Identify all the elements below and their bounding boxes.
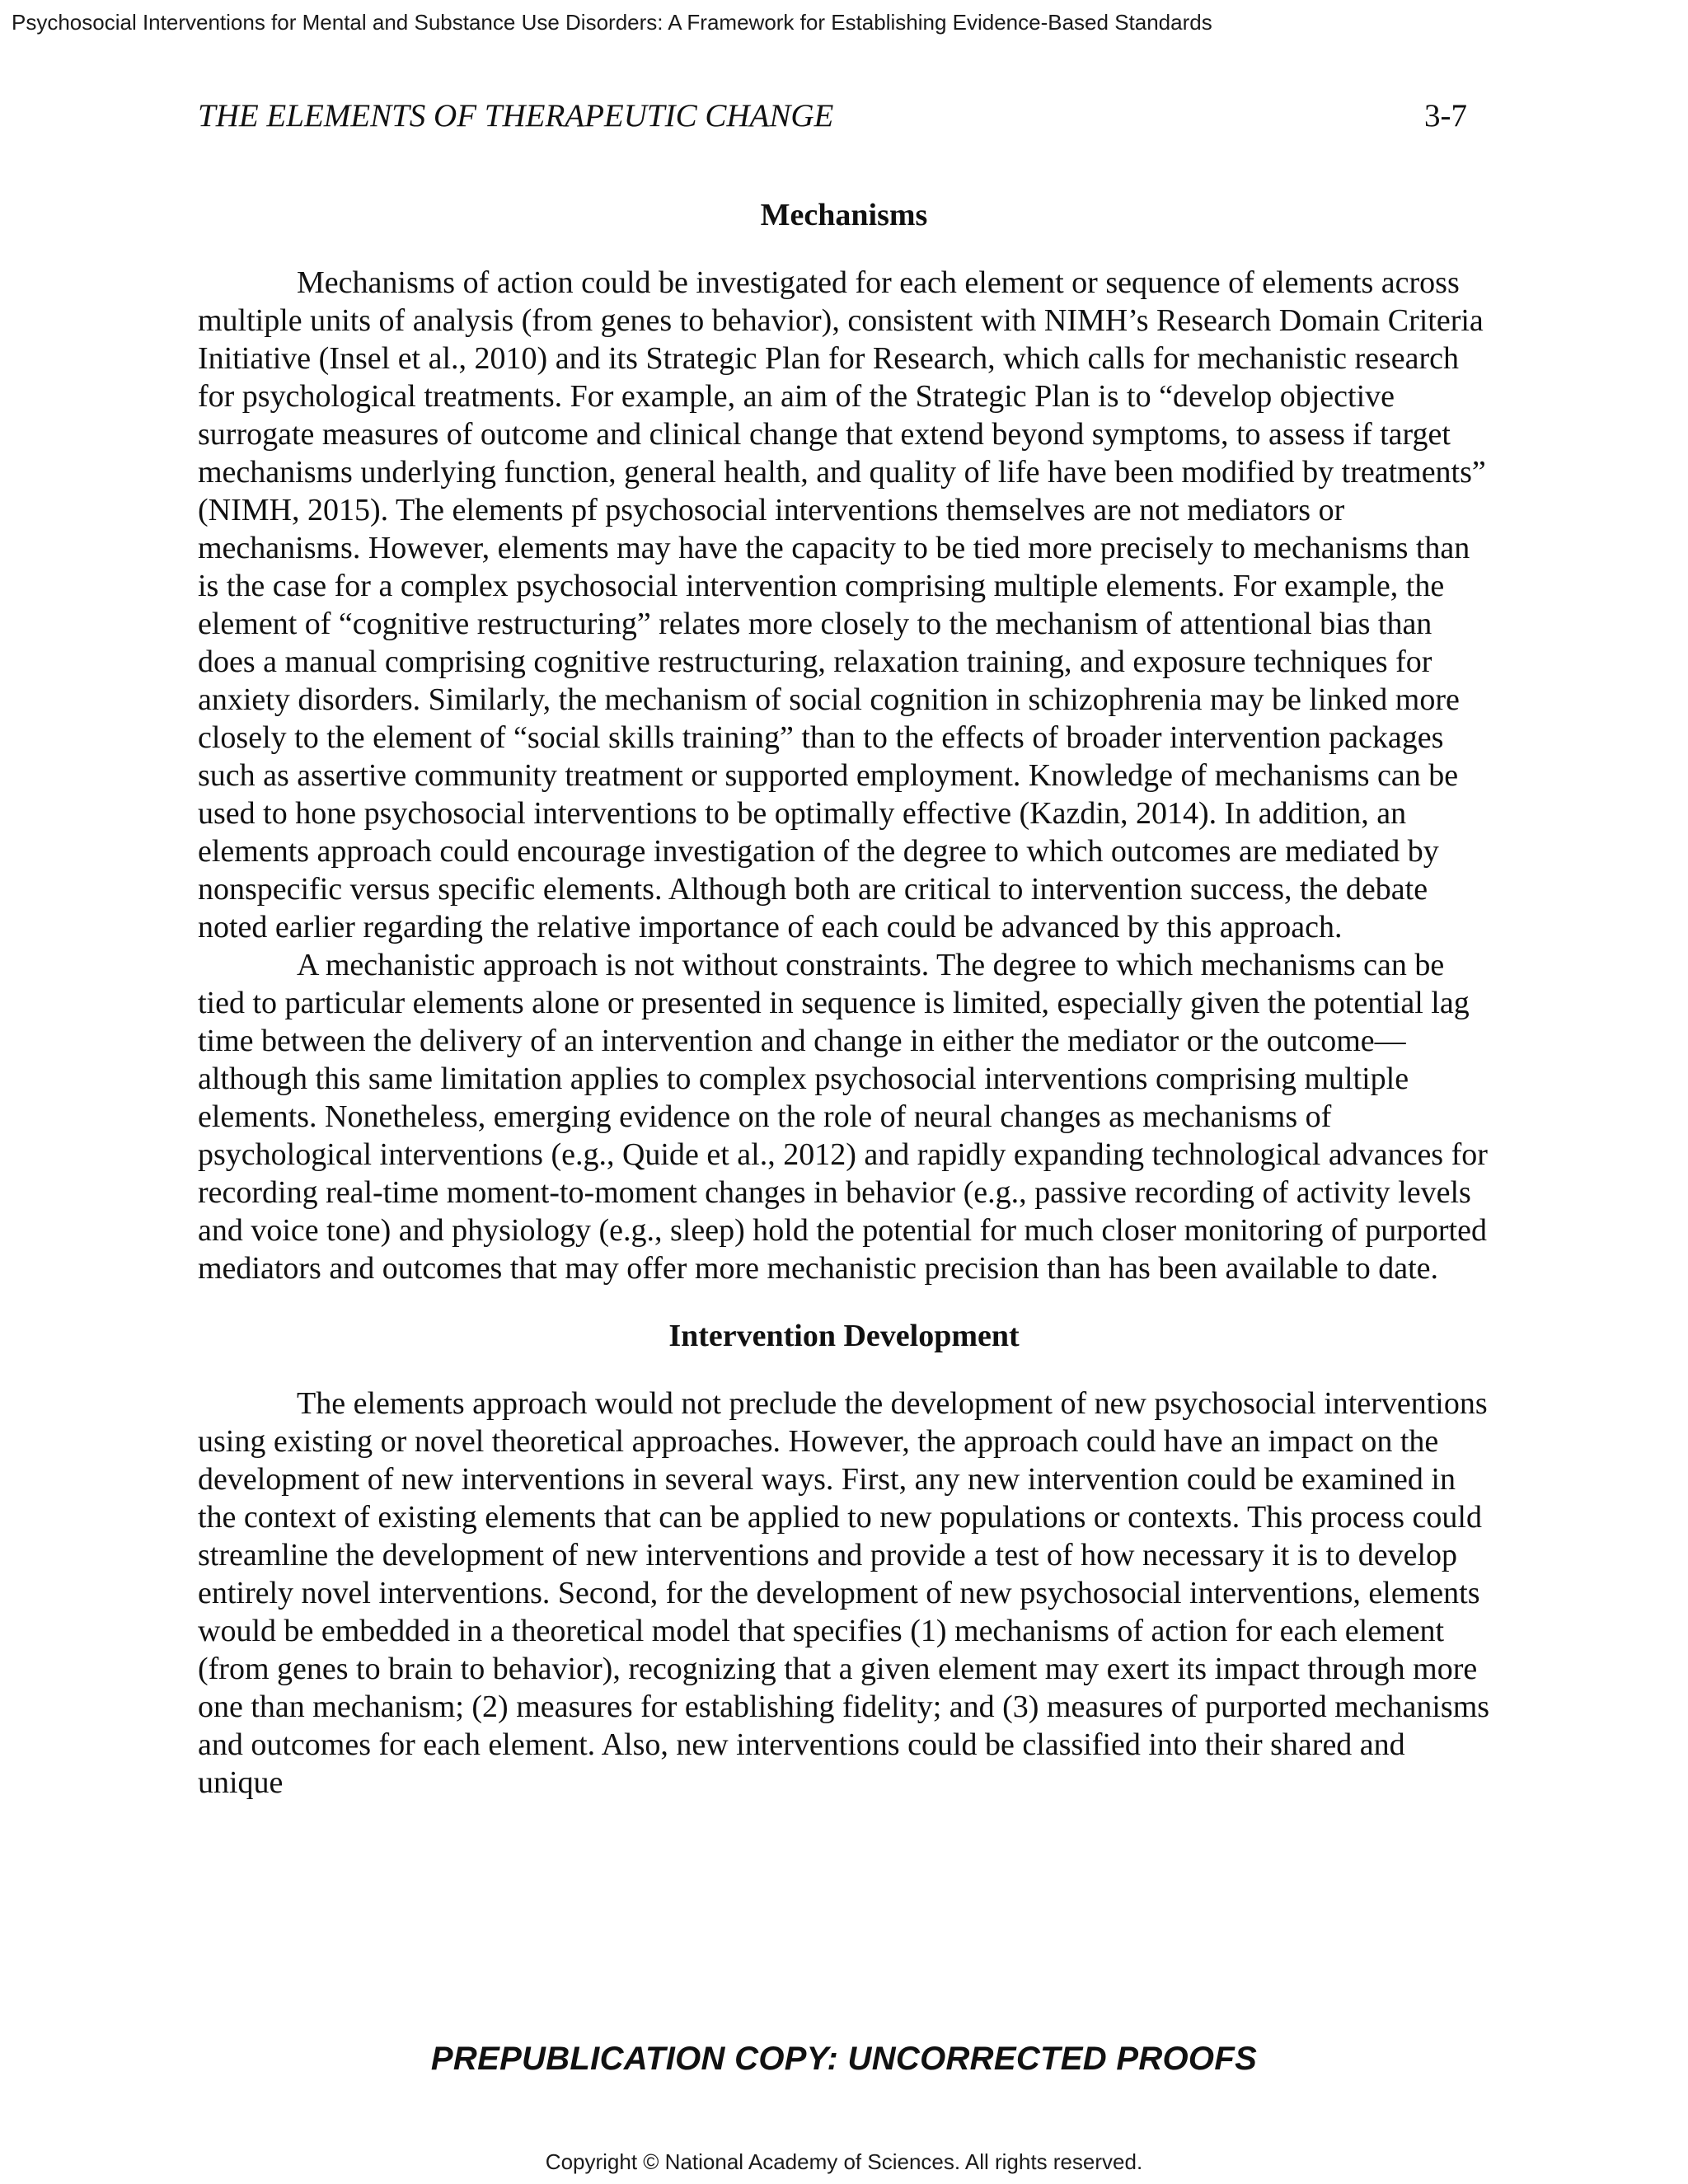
section-mechanisms (198, 196, 1490, 1287)
section-heading: Mechanisms (760, 198, 928, 232)
running-header (198, 97, 1490, 140)
body-paragraph: The elements approach would not preclude the development of new psychosocial interventions using existing or novel theoretical approaches. However, the approach could have an impact on the development of new interventions in several ways. First, any new intervention could be examined in the context of existing elements that can be applied to new populations or contexts. This process could streamline the development of new interventions and provide a test of how necessary it is to develop entirely novel interventions. Second, for the development of new psychosocial interventions, elements would be embedded in a theoretical model that specifies (1) mechanisms of action for each element (from genes to brain to behavior), recognizing that a given element may exert its impact through more one than mechanism; (2) measures for establishing fidelity; and (3) measures of purported mechanisms and outcomes for each element. Also, new interventions could be classified into their shared and unique (198, 1386, 1490, 1800)
body-paragraph: Mechanisms of action could be investigated for each element or sequence of elements across multiple units of analysis (from genes to behavior), consistent with NIMH’s Research Domain Criteria Initiative (Insel et al., 2010) and its Strategic Plan for Research, which calls for mechanistic research for psychological treatments. For example, an aim of the Strategic Plan is to “develop objective surrogate measures of outcome and clinical change that extend beyond symptoms, to assess if target mechanisms underlying function, general health, and quality of life have been modified by treatments” (NIMH, 2015). The elements pf psychosocial interventions themselves are not mediators or mechanisms. However, elements may have the capacity to be tied more precisely to mechanisms than is the case for a complex psychosocial intervention comprising multiple elements. For example, the element of “cognitive restructuring” relates more closely to the mechanism of attentional bias than does a manual comprising cognitive restructuring, relaxation training, and exposure techniques for anxiety disorders. Similarly, the mechanism of social cognition in schizophrenia may be linked more closely to the element of “social skills training” than to the effects of broader intervention packages such as assertive community treatment or supported employment. Knowledge of mechanisms can be used to hone psychosocial interventions to be optimally effective (Kazdin, 2014). In addition, an elements approach could encourage investigation of the degree to which outcomes are mediated by nonspecific versus specific elements. Although both are critical to intervention success, the debate noted earlier regarding the relative importance of each could be advanced by this approach. (198, 265, 1486, 944)
running-title: THE ELEMENTS OF THERAPEUTIC CHANGE (198, 98, 834, 134)
page-number: 3-7 (1424, 98, 1467, 134)
section-intervention-development (198, 1317, 1490, 1802)
page-body (198, 196, 1490, 1802)
document-banner: Psychosocial Interventions for Mental and Substance Use Disorders: A Framework for Establishing Evidence-Based Standards (12, 10, 1212, 35)
body-paragraph: A mechanistic approach is not without constraints. The degree to which mechanisms can be tied to particular elements alone or presented in sequence is limited, especially given the potential lag time between the delivery of an intervention and change in either the mediator or the outcome—although this same limitation applies to complex psychosocial interventions comprising multiple elements. Nonetheless, emerging evidence on the role of neural changes as mechanisms of psychological interventions (e.g., Quide et al., 2012) and rapidly expanding technological advances for recording real-time moment-to-moment changes in behavior (e.g., passive recording of activity levels and voice tone) and physiology (e.g., sleep) hold the potential for much closer monitoring of purported mediators and outcomes that may offer more mechanistic precision than has been available to date. (198, 948, 1488, 1286)
section-heading: Intervention Development (668, 1319, 1020, 1353)
copyright-notice: Copyright © National Academy of Sciences. All rights reserved. (545, 2149, 1143, 2174)
prepublication-notice: PREPUBLICATION COPY: UNCORRECTED PROOFS (430, 2041, 1258, 2077)
